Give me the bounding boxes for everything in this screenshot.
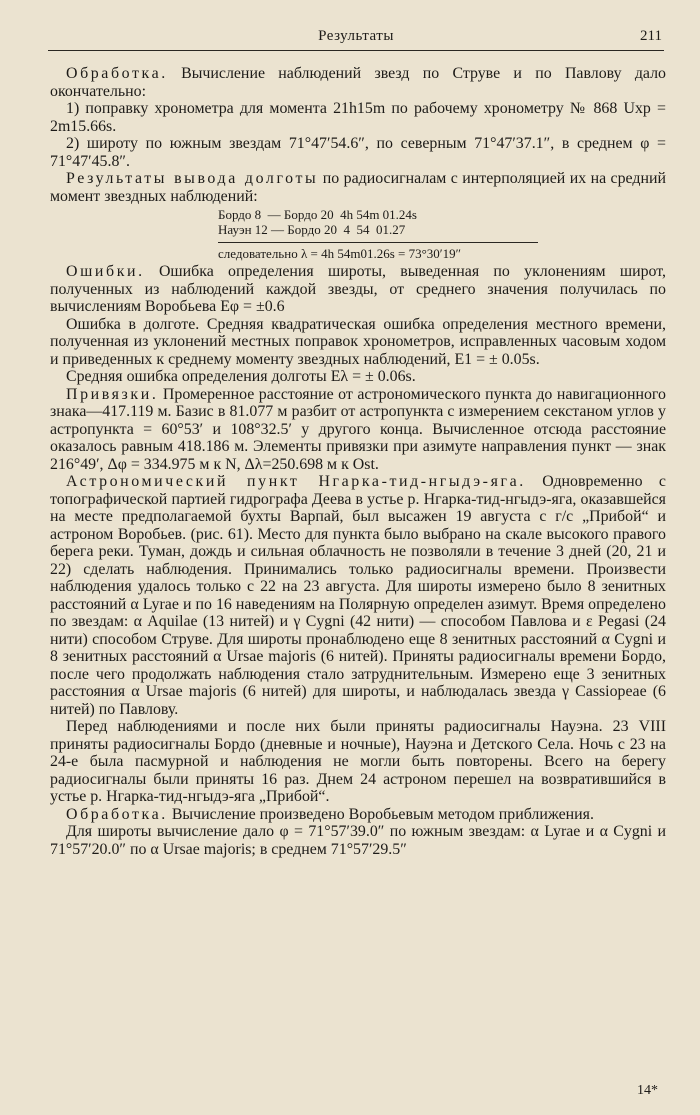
paragraph-text: Вычисление наблюдений звезд по Струве и по Павлову дало окончательно: — [50, 65, 666, 100]
running-header — [48, 28, 664, 51]
paragraph — [50, 135, 666, 170]
paragraph-text: по радиосигналам с интерполяцией их на средний момент звездных наблюдений: — [50, 170, 666, 205]
paragraph-text: Одновременно с топографической партией гидрографа Деева в устье р. Нгарка-тид-нгыдэ-яга, оказавшейся на месте предполагаемой бухты Варпай, был высажен 19 августа с г/с „Прибой“ и астроном Воробьев. (рис. 61). Место для пункта было выбрано на скале высокого правого берега реки. Туман, дождь и сильная облачность не позволяли в течение 3 дней (20, 21 и 22) сделать наблюдения. Принимались только радиосигналы времени. Произвести наблюдения удалось только с 22 на 23 августа. Для широты измерено было 8 зенитных расстояний α Lyrae и по 16 наведениям на Полярную определен азимут. Время определено по звездам: α Aquilae (13 нитей) и γ Cygni (42 нити) — способом Павлова и ε Pegasi (24 нити) способом Струве. Для широты пронаблюдено еще 8 зенитных расстояний α Cygni и 8 зенитных расстояний α Ursae majoris (6 нитей). Приняты радиосигналы времени Бордо, после чего продолжать наблюдения стало затруднительным. Измерено еще 3 зенитных расстояния α Ursae majoris (6 нитей) для широты, и наблюдалась звезда γ Cassiopeae (6 нитей) по Павлову. — [50, 473, 666, 718]
paragraph — [50, 386, 666, 474]
paragraph-lead: Обработка. — [66, 65, 168, 82]
signature-mark: 14* — [637, 1083, 658, 1098]
paragraph — [50, 100, 666, 135]
paragraph-lead: Результаты вывода долготы — [66, 170, 319, 187]
paragraph — [50, 170, 666, 205]
paragraph — [50, 316, 666, 369]
paragraph-text: Промеренное расстояние от астрономического пункта до навигационного знака—417.119 м. Базис в 81.077 м разбит от астропункта с измерением секстаном углов у астропункта = 60°53′ и 108°32.5′ у другого конца. Вычисленное отсюда расстояние оказалось равным 418.186 м. Элементы привязки при азимуте направления пункт — знак 216°49′, Δφ = 334.975 м к N, Δλ=250.698 м к Ost. — [50, 385, 666, 473]
paragraph-text: Для широты вычисление дало φ = 71°57′39.0″ по южным звездам: α Lyrae и α Cygni и 71°57′20.0″ по α Ursae majoris; в среднем 71°57′29.5″ — [50, 823, 666, 858]
paragraph — [50, 718, 666, 806]
longitude-row: Бордо 8 — Бордо 20 4h 54m 01.24s — [218, 207, 417, 222]
paragraph — [50, 473, 666, 718]
paragraph — [50, 806, 666, 824]
paragraph-lead: Ошибки. — [66, 263, 145, 280]
page-body — [50, 65, 666, 858]
paragraph-text: Ошибка в долготе. Средняя квадратическая ошибка определения местного времени, полученная из уклонений местных поправок хронометров, исправленных часовым ходом и приведенных к среднему моменту звездных наблюдений, E1 = ± 0.05s. — [50, 315, 666, 368]
paragraph — [50, 368, 666, 386]
paragraph-text: 2) широту по южным звездам 71°47′54.6″, по северным 71°47′37.1″, в среднем φ = 71°47′45.8″. — [50, 135, 666, 170]
paragraph-text: Перед наблюдениями и после них были приняты радиосигналы Науэна. 23 VIII приняты радиосигналы Бордо (дневные и ночные), Науэна и Детского Села. Ночь с 23 на 24-е была пасмурной и наблюдения не могли быть повторены. Всего на берегу радиосигналы были приняты 16 раз. Днем 24 астроном перешел на возвратившийся в устье р. Нгарка-тид-нгыдэ-яга „Прибой“. — [50, 718, 666, 805]
paragraph — [50, 65, 666, 100]
paragraph-text: Вычисление произведено Воробьевым методом приближения. — [167, 805, 594, 823]
longitude-table — [218, 207, 538, 261]
page-number: 211 — [640, 28, 662, 44]
paragraph-text: Ошибка определения широты, выведенная по уклонениям широт, полученных из наблюдений каждой звезды, от среднего значения получилась по вычислениям Воробьева Eφ = ±0.6 — [50, 263, 666, 315]
paragraph-text: 1) поправку хронометра для момента 21h15m по рабочему хронометру № 868 Uхр = 2m15.66s. — [50, 100, 666, 135]
paragraph-text: Средняя ошибка определения долготы Eλ = ± 0.06s. — [66, 368, 416, 385]
paragraph-lead: Обработка. — [66, 805, 168, 823]
longitude-result: следовательно λ = 4h 54m01.26s = 73°30′19″ — [218, 246, 462, 261]
longitude-row: Науэн 12 — Бордо 20 4 54 01.27 — [218, 222, 406, 237]
paragraph — [50, 823, 666, 858]
header-title: Результаты — [318, 28, 394, 44]
paragraph-lead: Привязки. — [66, 385, 159, 403]
paragraph — [50, 263, 666, 316]
paragraph-lead: Астрономический пункт Нгарка-тид-нгыдэ-яга. — [66, 473, 526, 490]
divider — [218, 242, 538, 243]
